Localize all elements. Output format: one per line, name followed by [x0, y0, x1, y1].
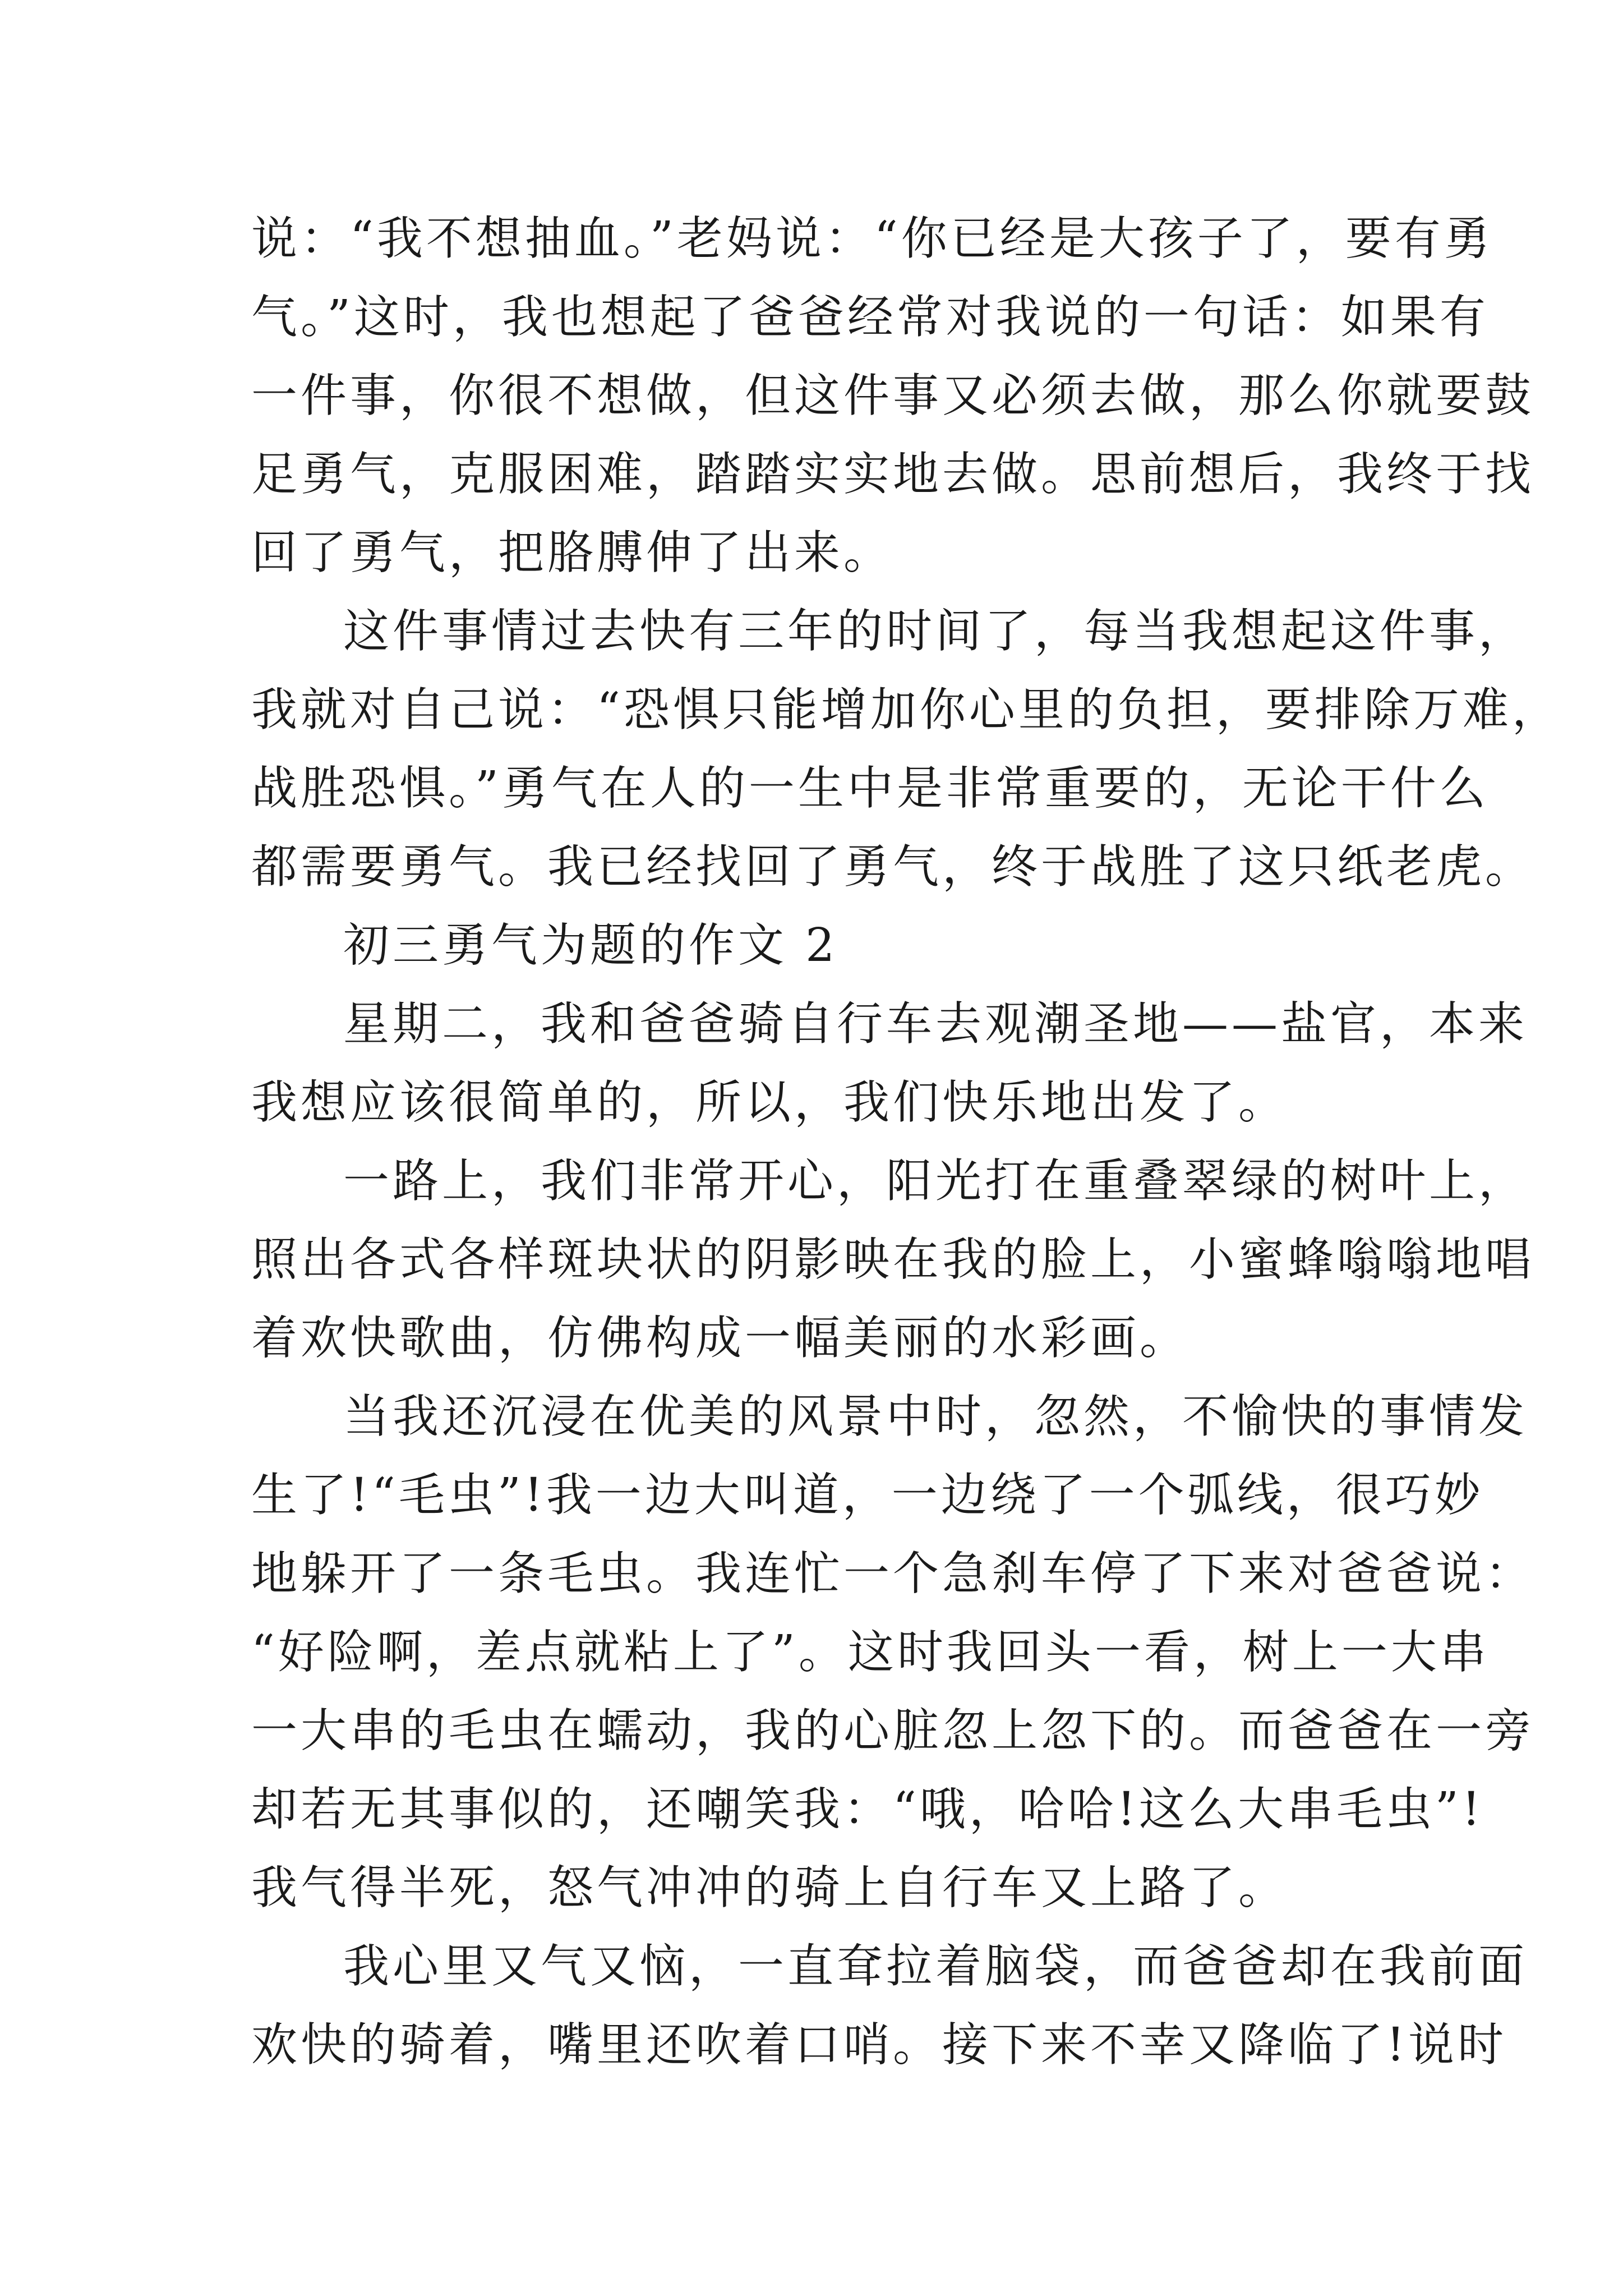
text-line: 气。”这时，我也想起了爸爸经常对我说的一句话：如果有	[251, 291, 1489, 344]
paragraph-first-line: 一路上，我们非常开心，阳光打在重叠翠绿的树叶上，	[343, 1154, 1528, 1208]
text-line: 我就对自己说：“恐惧只能增加你心里的负担，要排除万难，	[251, 683, 1561, 737]
text-line: “好险啊，差点就粘上了”。这时我回头一看，树上一大串	[251, 1626, 1490, 1679]
essay-body	[251, 200, 1561, 2085]
text-line: 说：“我不想抽血。”老妈说：“你已经是大孩子了，要有勇	[251, 212, 1493, 265]
text-line: 我想应该很简单的，所以，我们快乐地出发了。	[251, 1076, 1288, 1129]
text-line: 地躲开了一条毛虫。我连忙一个急刹车停了下来对爸爸说：	[251, 1547, 1535, 1600]
text-line: 着欢快歌曲，仿佛构成一幅美丽的水彩画。	[251, 1312, 1189, 1365]
text-line: 却若无其事似的，还嘲笑我：“哦，哈哈!这么大串毛虫”!	[251, 1783, 1484, 1836]
text-line: 一件事，你很不想做，但这件事又必须去做，那么你就要鼓	[251, 369, 1535, 422]
paragraph-first-line: 当我还沉浸在优美的风景中时，忽然，不愉快的事情发	[343, 1390, 1528, 1443]
text-line: 照出各式各样斑块状的阴影映在我的脸上，小蜜蜂嗡嗡地唱	[251, 1233, 1535, 1286]
text-line: 回了勇气，把胳膊伸了出来。	[251, 526, 893, 579]
paragraph-first-line: 初三勇气为题的作文 2	[343, 919, 838, 972]
text-line: 欢快的骑着，嘴里还吹着口哨。接下来不幸又降临了!说时	[251, 2018, 1507, 2072]
paragraph-first-line: 这件事情过去快有三年的时间了，每当我想起这件事，	[343, 605, 1528, 658]
text-line: 战胜恐惧。”勇气在人的一生中是非常重要的，无论干什么	[251, 762, 1489, 815]
text-line: 我气得半死，怒气冲冲的骑上自行车又上路了。	[251, 1861, 1288, 1915]
text-line: 一大串的毛虫在蠕动，我的心脏忽上忽下的。而爸爸在一旁	[251, 1704, 1535, 1757]
text-line: 生了!“毛虫”!我一边大叫道，一边绕了一个弧线，很巧妙	[251, 1469, 1484, 1522]
text-line: 足勇气，克服困难，踏踏实实地去做。思前想后，我终于找	[251, 448, 1535, 501]
text-line: 都需要勇气。我已经找回了勇气，终于战胜了这只纸老虎。	[251, 840, 1535, 894]
paragraph-first-line: 星期二，我和爸爸骑自行车去观潮圣地——盐官，本来	[343, 997, 1528, 1051]
paragraph-first-line: 我心里又气又恼，一直耷拉着脑袋，而爸爸却在我前面	[343, 1940, 1528, 1993]
